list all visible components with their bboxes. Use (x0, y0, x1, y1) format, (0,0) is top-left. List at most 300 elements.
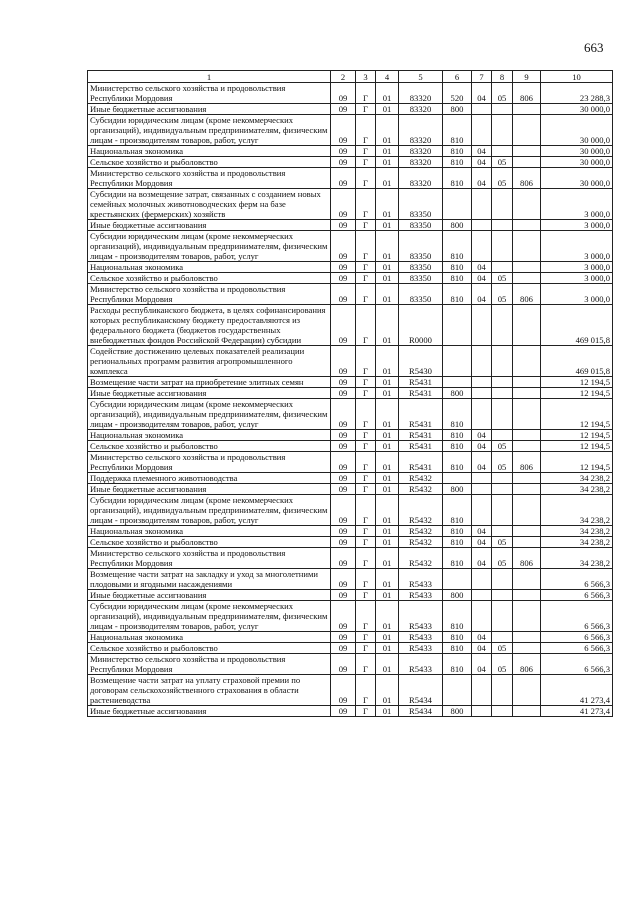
cell-subsection: 01 (376, 399, 399, 430)
cell-subsection-code (492, 104, 513, 115)
row-name: Национальная экономика (88, 430, 331, 441)
cell-section: Г (356, 526, 376, 537)
cell-admin-code (513, 146, 541, 157)
cell-amount: 6 566,3 (541, 632, 613, 643)
cell-ministry: 09 (331, 537, 356, 548)
cell-target: R5431 (399, 399, 443, 430)
cell-expense-type: 520 (443, 83, 472, 104)
cell-target: 83320 (399, 168, 443, 189)
cell-amount: 469 015,8 (541, 346, 613, 377)
cell-section-code: 04 (472, 548, 492, 569)
cell-ministry: 09 (331, 157, 356, 168)
row-name: Иные бюджетные ассигнования (88, 590, 331, 601)
cell-section-code (472, 601, 492, 632)
cell-section-code: 04 (472, 284, 492, 305)
row-name: Иные бюджетные ассигнования (88, 706, 331, 717)
cell-ministry: 09 (331, 548, 356, 569)
row-name: Министерство сельского хозяйства и продовольствия Республики Мордовия (88, 452, 331, 473)
cell-amount: 41 273,4 (541, 675, 613, 706)
table-row (88, 675, 613, 706)
table-row (88, 548, 613, 569)
cell-section-code (472, 706, 492, 717)
cell-section: Г (356, 220, 376, 231)
cell-admin-code (513, 262, 541, 273)
cell-section: Г (356, 399, 376, 430)
cell-target: 83320 (399, 83, 443, 104)
row-name: Министерство сельского хозяйства и продовольствия Республики Мордовия (88, 548, 331, 569)
cell-subsection: 01 (376, 284, 399, 305)
row-name: Расходы республиканского бюджета, в целях софинансирования которых республиканскому бюджету предоставляются из федерального бюджета (бюджетов государственных внебюджетных фондов Российской Федерации) субсидии (88, 305, 331, 346)
cell-section: Г (356, 706, 376, 717)
cell-admin-code (513, 706, 541, 717)
cell-target: R5432 (399, 526, 443, 537)
cell-subsection: 01 (376, 189, 399, 220)
cell-subsection-code: 05 (492, 452, 513, 473)
cell-ministry: 09 (331, 526, 356, 537)
cell-ministry: 09 (331, 632, 356, 643)
cell-ministry: 09 (331, 484, 356, 495)
cell-admin-code (513, 632, 541, 643)
cell-target: 83320 (399, 157, 443, 168)
cell-target: 83320 (399, 115, 443, 146)
cell-section: Г (356, 83, 376, 104)
cell-section: Г (356, 537, 376, 548)
cell-target: 83350 (399, 189, 443, 220)
cell-section-code: 04 (472, 146, 492, 157)
cell-section-code: 04 (472, 526, 492, 537)
cell-section: Г (356, 601, 376, 632)
cell-expense-type (443, 473, 472, 484)
cell-amount: 6 566,3 (541, 569, 613, 590)
cell-target: R5434 (399, 675, 443, 706)
cell-target: R5431 (399, 452, 443, 473)
row-name: Субсидии юридическим лицам (кроме некоммерческих организаций), индивидуальным предпринимателям, физическим лицам - производителям товаров, работ, услуг (88, 495, 331, 526)
table-row (88, 706, 613, 717)
table-row (88, 189, 613, 220)
cell-section: Г (356, 388, 376, 399)
cell-section: Г (356, 643, 376, 654)
cell-subsection: 01 (376, 388, 399, 399)
cell-ministry: 09 (331, 262, 356, 273)
cell-target: 83350 (399, 262, 443, 273)
cell-amount: 12 194,5 (541, 452, 613, 473)
cell-expense-type: 810 (443, 231, 472, 262)
cell-admin-code (513, 526, 541, 537)
cell-admin-code (513, 430, 541, 441)
cell-subsection: 01 (376, 262, 399, 273)
cell-subsection: 01 (376, 548, 399, 569)
cell-section: Г (356, 495, 376, 526)
column-header: 5 (399, 71, 443, 83)
cell-target: R5433 (399, 654, 443, 675)
column-header: 3 (356, 71, 376, 83)
cell-expense-type: 810 (443, 548, 472, 569)
cell-section: Г (356, 441, 376, 452)
cell-subsection-code (492, 346, 513, 377)
cell-subsection-code: 05 (492, 273, 513, 284)
cell-subsection: 01 (376, 157, 399, 168)
cell-section-code: 04 (472, 273, 492, 284)
cell-expense-type: 810 (443, 146, 472, 157)
cell-subsection: 01 (376, 273, 399, 284)
cell-subsection: 01 (376, 146, 399, 157)
cell-subsection: 01 (376, 569, 399, 590)
cell-subsection: 01 (376, 654, 399, 675)
cell-subsection-code: 05 (492, 83, 513, 104)
cell-subsection: 01 (376, 537, 399, 548)
cell-ministry: 09 (331, 706, 356, 717)
cell-amount: 3 000,0 (541, 284, 613, 305)
table-row (88, 495, 613, 526)
column-header: 6 (443, 71, 472, 83)
cell-section-code (472, 346, 492, 377)
cell-subsection-code (492, 473, 513, 484)
cell-section: Г (356, 157, 376, 168)
cell-admin-code (513, 601, 541, 632)
cell-ministry: 09 (331, 399, 356, 430)
cell-section: Г (356, 146, 376, 157)
column-header: 8 (492, 71, 513, 83)
cell-subsection-code: 05 (492, 168, 513, 189)
row-name: Поддержка племенного животноводства (88, 473, 331, 484)
cell-subsection-code (492, 262, 513, 273)
table-row (88, 601, 613, 632)
row-name: Сельское хозяйство и рыболовство (88, 537, 331, 548)
cell-amount: 3 000,0 (541, 189, 613, 220)
cell-expense-type: 810 (443, 632, 472, 643)
cell-subsection-code (492, 115, 513, 146)
cell-ministry: 09 (331, 441, 356, 452)
cell-ministry: 09 (331, 146, 356, 157)
row-name: Министерство сельского хозяйства и продовольствия Республики Мордовия (88, 284, 331, 305)
cell-amount: 6 566,3 (541, 601, 613, 632)
cell-target: 83350 (399, 273, 443, 284)
cell-section-code (472, 569, 492, 590)
cell-subsection: 01 (376, 590, 399, 601)
cell-expense-type: 810 (443, 441, 472, 452)
table-row (88, 346, 613, 377)
row-name: Министерство сельского хозяйства и продовольствия Республики Мордовия (88, 654, 331, 675)
table-row (88, 632, 613, 643)
cell-subsection: 01 (376, 706, 399, 717)
cell-subsection-code (492, 388, 513, 399)
cell-expense-type: 810 (443, 430, 472, 441)
cell-section-code (472, 473, 492, 484)
cell-target: R5431 (399, 441, 443, 452)
cell-expense-type: 810 (443, 643, 472, 654)
table-row (88, 484, 613, 495)
cell-ministry: 09 (331, 654, 356, 675)
cell-amount: 3 000,0 (541, 220, 613, 231)
cell-section-code (472, 495, 492, 526)
cell-subsection-code (492, 495, 513, 526)
cell-expense-type (443, 675, 472, 706)
cell-subsection-code: 05 (492, 441, 513, 452)
cell-expense-type: 800 (443, 388, 472, 399)
row-name: Содействие достижению целевых показателей реализации региональных программ развития агропромышленного комплекса (88, 346, 331, 377)
cell-subsection-code (492, 569, 513, 590)
row-name: Сельское хозяйство и рыболовство (88, 273, 331, 284)
cell-section-code (472, 189, 492, 220)
cell-amount: 34 238,2 (541, 484, 613, 495)
cell-subsection: 01 (376, 601, 399, 632)
cell-amount: 12 194,5 (541, 399, 613, 430)
table-row (88, 262, 613, 273)
cell-section-code (472, 388, 492, 399)
table-row (88, 441, 613, 452)
cell-subsection: 01 (376, 305, 399, 346)
cell-admin-code (513, 590, 541, 601)
table-row (88, 273, 613, 284)
cell-ministry: 09 (331, 168, 356, 189)
cell-admin-code: 806 (513, 654, 541, 675)
column-header: 7 (472, 71, 492, 83)
cell-admin-code: 806 (513, 284, 541, 305)
cell-section-code: 04 (472, 157, 492, 168)
cell-section-code (472, 377, 492, 388)
cell-subsection: 01 (376, 473, 399, 484)
cell-expense-type: 810 (443, 157, 472, 168)
row-name: Иные бюджетные ассигнования (88, 388, 331, 399)
table-row (88, 388, 613, 399)
cell-section: Г (356, 284, 376, 305)
cell-expense-type: 810 (443, 654, 472, 675)
cell-target: 83320 (399, 104, 443, 115)
column-header: 4 (376, 71, 399, 83)
cell-subsection-code (492, 189, 513, 220)
cell-expense-type: 800 (443, 220, 472, 231)
cell-subsection: 01 (376, 168, 399, 189)
cell-admin-code (513, 473, 541, 484)
cell-expense-type: 810 (443, 284, 472, 305)
row-name: Сельское хозяйство и рыболовство (88, 441, 331, 452)
cell-subsection: 01 (376, 675, 399, 706)
cell-expense-type: 810 (443, 262, 472, 273)
cell-ministry: 09 (331, 601, 356, 632)
table-row (88, 231, 613, 262)
cell-subsection: 01 (376, 346, 399, 377)
cell-section-code: 04 (472, 643, 492, 654)
cell-ministry: 09 (331, 569, 356, 590)
cell-amount: 6 566,3 (541, 590, 613, 601)
cell-section: Г (356, 654, 376, 675)
table-row (88, 399, 613, 430)
cell-admin-code (513, 377, 541, 388)
cell-target: R5432 (399, 473, 443, 484)
cell-amount: 34 238,2 (541, 526, 613, 537)
cell-subsection-code (492, 590, 513, 601)
cell-target: 83350 (399, 231, 443, 262)
table-row (88, 537, 613, 548)
row-name: Субсидии юридическим лицам (кроме некоммерческих организаций), индивидуальным предпринимателям, физическим лицам - производителям товаров, работ, услуг (88, 115, 331, 146)
cell-section: Г (356, 231, 376, 262)
table-row (88, 590, 613, 601)
cell-subsection-code: 05 (492, 654, 513, 675)
cell-admin-code (513, 346, 541, 377)
table-row (88, 305, 613, 346)
cell-admin-code (513, 157, 541, 168)
cell-section: Г (356, 569, 376, 590)
cell-expense-type: 800 (443, 706, 472, 717)
row-name: Возмещение части затрат на закладку и уход за многолетними плодовыми и ягодными насаждениями (88, 569, 331, 590)
row-name: Иные бюджетные ассигнования (88, 220, 331, 231)
budget-table (87, 70, 613, 717)
cell-subsection-code: 05 (492, 157, 513, 168)
cell-subsection-code (492, 430, 513, 441)
cell-admin-code (513, 273, 541, 284)
cell-admin-code: 806 (513, 83, 541, 104)
cell-subsection-code (492, 399, 513, 430)
table-row (88, 157, 613, 168)
cell-amount: 12 194,5 (541, 441, 613, 452)
cell-expense-type: 810 (443, 115, 472, 146)
cell-expense-type: 810 (443, 452, 472, 473)
cell-ministry: 09 (331, 675, 356, 706)
cell-subsection: 01 (376, 430, 399, 441)
cell-ministry: 09 (331, 189, 356, 220)
cell-ministry: 09 (331, 430, 356, 441)
cell-subsection-code (492, 305, 513, 346)
row-name: Иные бюджетные ассигнования (88, 104, 331, 115)
cell-target: R5430 (399, 346, 443, 377)
cell-admin-code (513, 115, 541, 146)
cell-subsection-code (492, 675, 513, 706)
cell-section-code: 04 (472, 537, 492, 548)
cell-subsection: 01 (376, 231, 399, 262)
cell-target: R5433 (399, 643, 443, 654)
cell-amount: 3 000,0 (541, 231, 613, 262)
cell-section-code: 04 (472, 632, 492, 643)
column-header: 2 (331, 71, 356, 83)
cell-amount: 469 015,8 (541, 305, 613, 346)
cell-admin-code (513, 231, 541, 262)
cell-ministry: 09 (331, 231, 356, 262)
cell-amount: 12 194,5 (541, 388, 613, 399)
table-row (88, 168, 613, 189)
cell-target: R0000 (399, 305, 443, 346)
cell-expense-type: 800 (443, 590, 472, 601)
table-row (88, 526, 613, 537)
cell-target: R5431 (399, 430, 443, 441)
cell-admin-code (513, 189, 541, 220)
cell-target: R5433 (399, 569, 443, 590)
cell-subsection: 01 (376, 83, 399, 104)
cell-subsection-code (492, 220, 513, 231)
cell-target: 83350 (399, 284, 443, 305)
cell-subsection: 01 (376, 441, 399, 452)
cell-expense-type (443, 189, 472, 220)
row-name: Министерство сельского хозяйства и продовольствия Республики Мордовия (88, 83, 331, 104)
cell-amount: 23 288,3 (541, 83, 613, 104)
cell-ministry: 09 (331, 495, 356, 526)
cell-subsection-code (492, 146, 513, 157)
cell-amount: 30 000,0 (541, 168, 613, 189)
table-row (88, 377, 613, 388)
cell-target: R5432 (399, 484, 443, 495)
table-row (88, 430, 613, 441)
cell-section: Г (356, 262, 376, 273)
cell-admin-code: 806 (513, 452, 541, 473)
cell-admin-code (513, 220, 541, 231)
cell-subsection: 01 (376, 115, 399, 146)
cell-target: R5432 (399, 537, 443, 548)
column-header: 10 (541, 71, 613, 83)
cell-target: R5433 (399, 632, 443, 643)
row-name: Национальная экономика (88, 146, 331, 157)
cell-section: Г (356, 168, 376, 189)
row-name: Сельское хозяйство и рыболовство (88, 157, 331, 168)
column-header: 1 (88, 71, 331, 83)
cell-subsection: 01 (376, 495, 399, 526)
cell-section: Г (356, 377, 376, 388)
cell-ministry: 09 (331, 346, 356, 377)
cell-ministry: 09 (331, 388, 356, 399)
cell-section-code (472, 399, 492, 430)
table-row (88, 643, 613, 654)
cell-subsection: 01 (376, 643, 399, 654)
table-row (88, 569, 613, 590)
cell-ministry: 09 (331, 452, 356, 473)
cell-subsection: 01 (376, 632, 399, 643)
row-name: Министерство сельского хозяйства и продовольствия Республики Мордовия (88, 168, 331, 189)
cell-admin-code (513, 305, 541, 346)
cell-section: Г (356, 675, 376, 706)
cell-expense-type (443, 569, 472, 590)
cell-expense-type: 810 (443, 495, 472, 526)
table-row (88, 473, 613, 484)
cell-subsection: 01 (376, 484, 399, 495)
table-row (88, 220, 613, 231)
cell-ministry: 09 (331, 284, 356, 305)
cell-subsection-code (492, 377, 513, 388)
cell-admin-code: 806 (513, 548, 541, 569)
cell-amount: 6 566,3 (541, 643, 613, 654)
cell-section-code (472, 590, 492, 601)
cell-admin-code (513, 495, 541, 526)
cell-admin-code (513, 104, 541, 115)
row-name: Субсидии на возмещение затрат, связанных с созданием новых семейных молочных животноводческих ферм на базе крестьянских (фермерских) хозяйств (88, 189, 331, 220)
cell-section: Г (356, 273, 376, 284)
cell-target: 83320 (399, 146, 443, 157)
cell-section: Г (356, 548, 376, 569)
row-name: Возмещение части затрат на уплату страховой премии по договорам сельскохозяйственного страхования в области растениеводства (88, 675, 331, 706)
cell-subsection: 01 (376, 452, 399, 473)
cell-section-code (472, 305, 492, 346)
cell-amount: 3 000,0 (541, 262, 613, 273)
cell-admin-code (513, 388, 541, 399)
cell-target: R5433 (399, 601, 443, 632)
cell-subsection: 01 (376, 104, 399, 115)
cell-ministry: 09 (331, 473, 356, 484)
table-row (88, 452, 613, 473)
cell-section-code: 04 (472, 168, 492, 189)
cell-subsection: 01 (376, 220, 399, 231)
cell-amount: 34 238,2 (541, 548, 613, 569)
cell-target: R5431 (399, 377, 443, 388)
table-row (88, 115, 613, 146)
cell-section-code: 04 (472, 83, 492, 104)
cell-section: Г (356, 632, 376, 643)
cell-subsection-code (492, 484, 513, 495)
cell-expense-type (443, 346, 472, 377)
row-name: Национальная экономика (88, 526, 331, 537)
table-row (88, 654, 613, 675)
row-name: Субсидии юридическим лицам (кроме некоммерческих организаций), индивидуальным предпринимателям, физическим лицам - производителям товаров, работ, услуг (88, 231, 331, 262)
cell-section-code: 04 (472, 452, 492, 473)
cell-section: Г (356, 189, 376, 220)
cell-subsection-code: 05 (492, 548, 513, 569)
cell-expense-type (443, 305, 472, 346)
